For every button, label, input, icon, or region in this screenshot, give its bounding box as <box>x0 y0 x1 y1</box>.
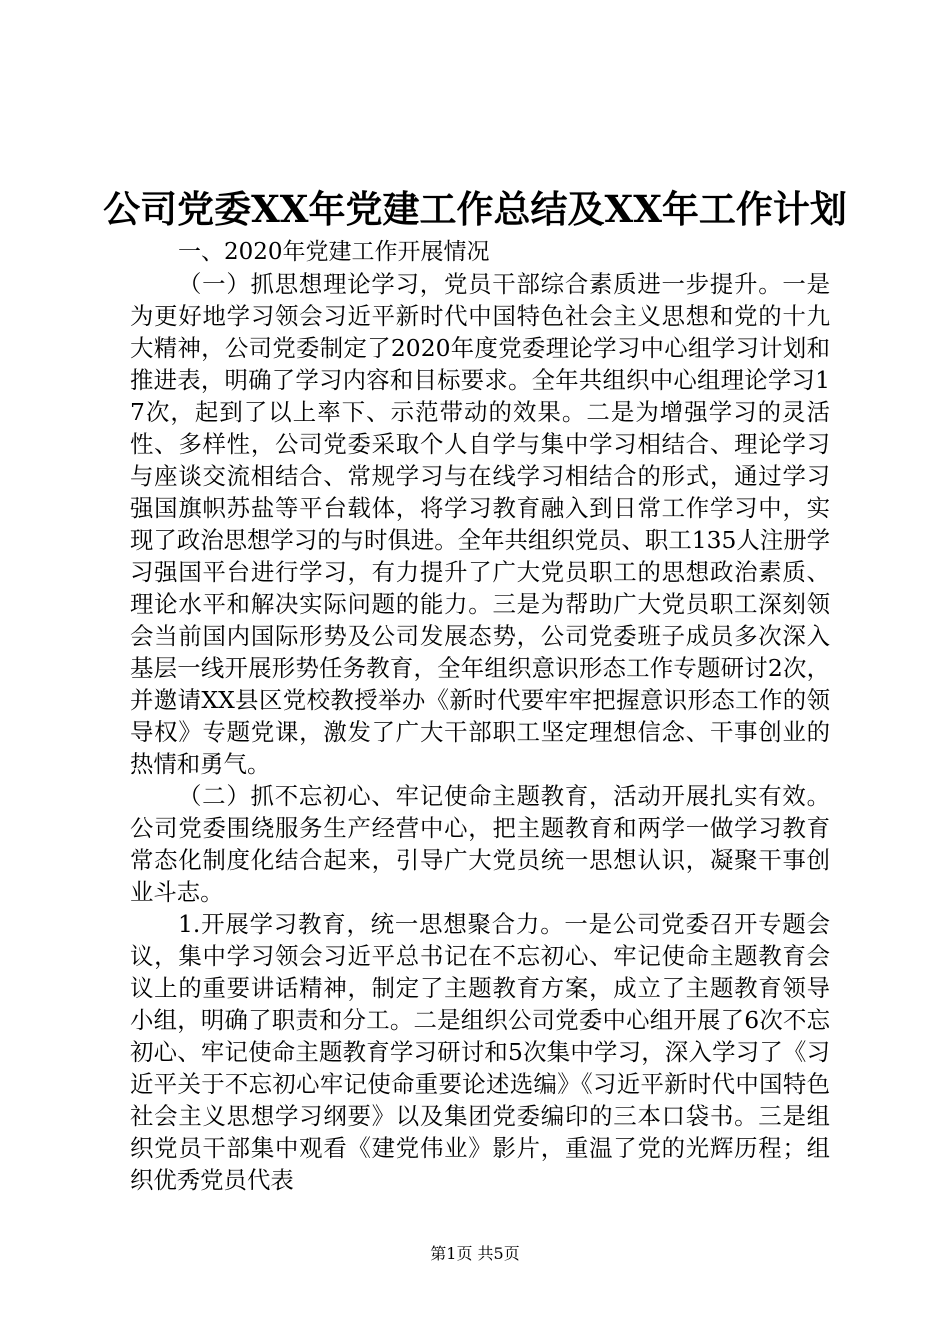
paragraph-3: 1.开展学习教育，统一思想聚合力。一是公司党委召开专题会议，集中学习领会习近平总书记在不忘初心、牢记使命主题教育会议上的重要讲话精神，制定了主题教育方案，成立了主题教育领导小组，明确了职责和分工。二是组织公司党委中心组开展了6次不忘初心、牢记使命主题教育学习研讨和5次集中学习，深入学习了《习近平关于不忘初心牢记使命重要论述选编》《习近平新时代中国特色社会主义思想学习纲要》以及集团党委编印的三本口袋书。三是组织党员干部集中观看《建党伟业》影片，重温了党的光辉历程；组织优秀党员代表 <box>130 910 830 1194</box>
paragraph-1: （一）抓思想理论学习，党员干部综合素质进一步提升。一是为更好地学习领会习近平新时代中国特色社会主义思想和党的十九大精神，公司党委制定了2020年度党委理论学习中心组学习计划和推进表，明确了学习内容和目标要求。全年共组织中心组理论学习17次，起到了以上率下、示范带动的效果。二是为增强学习的灵活性、多样性，公司党委采取个人自学与集中学习相结合、理论学习与座谈交流相结合、常规学习与在线学习相结合的形式，通过学习强国旗帜苏盐等平台载体，将学习教育融入到日常工作学习中，实现了政治思想学习的与时俱进。全年共组织党员、职工135人注册学习强国平台进行学习，有力提升了广大党员职工的思想政治素质、理论水平和解决实际问题的能力。三是为帮助广大党员职工深刻领会当前国内国际形势及公司发展态势，公司党委班子成员多次深入基层一线开展形势任务教育，全年组织意识形态工作专题研讨2次，并邀请XX县区党校教授举办《新时代要牢牢把握意识形态工作的领导权》专题党课，激发了广大干部职工坚定理想信念、干事创业的热情和勇气。 <box>130 270 830 778</box>
page-number-footer: 第1页 共5页 <box>430 1244 520 1263</box>
paragraph-2: （二）抓不忘初心、牢记使命主题教育，活动开展扎实有效。公司党委围绕服务生产经营中心，把主题教育和两学一做学习教育常态化制度化结合起来，引导广大党员统一思想认识，凝聚干事创业斗志。 <box>130 782 830 906</box>
section-heading: 一、2020年党建工作开展情况 <box>178 239 490 265</box>
document-title: 公司党委XX年党建工作总结及XX年工作计划 <box>103 187 847 231</box>
document-body <box>130 236 830 1196</box>
